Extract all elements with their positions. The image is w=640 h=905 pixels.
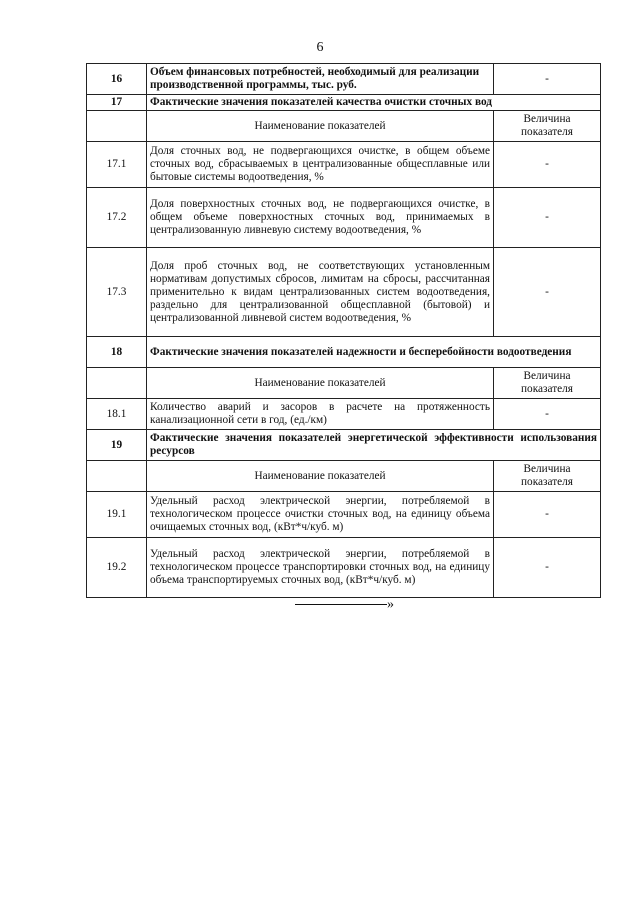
row-number: 19.1 bbox=[87, 492, 147, 538]
section-row bbox=[87, 337, 601, 368]
row-value: - bbox=[494, 399, 601, 430]
row-number: 16 bbox=[87, 64, 147, 95]
table-row bbox=[87, 64, 601, 95]
header-name: Наименование показателей bbox=[147, 368, 494, 399]
header-value: Величина показателя bbox=[494, 368, 601, 399]
row-text: Удельный расход электрической энергии, потребляемой в технологическом процессе очистки сточных вод, на единицу объема очищаемых сточных вод, (кВт*ч/куб. м) bbox=[147, 492, 494, 538]
row-value: - bbox=[494, 538, 601, 598]
section-title: Фактические значения показателей надежности и бесперебойности водоотведения bbox=[147, 337, 601, 368]
header-value: Величина показателя bbox=[494, 111, 601, 142]
empty-cell bbox=[87, 461, 147, 492]
indicators-table bbox=[86, 63, 601, 598]
table-row bbox=[87, 142, 601, 188]
row-text: Количество аварий и засоров в расчете на протяженность канализационной сети в год, (ед./км) bbox=[147, 399, 494, 430]
row-value: - bbox=[494, 492, 601, 538]
row-text: Доля сточных вод, не подвергающихся очистке, в общем объеме сточных вод, сбрасываемых в централизованные общесплавные или бытовые системы водоотведения, % bbox=[147, 142, 494, 188]
header-value: Величина показателя bbox=[494, 461, 601, 492]
row-number: 17.1 bbox=[87, 142, 147, 188]
row-number: 17.2 bbox=[87, 188, 147, 248]
header-row bbox=[87, 111, 601, 142]
header-row bbox=[87, 368, 601, 399]
row-number: 19.2 bbox=[87, 538, 147, 598]
row-text: Доля проб сточных вод, не соответствующих установленным нормативам допустимых сбросов, лимитам на сбросы, рассчитанная применительно к видам централизованных систем водоотведения, раздельно для централизованной общесплавной (бытовой) и централизованной ливневой систем водоотведения, % bbox=[147, 248, 494, 337]
header-name: Наименование показателей bbox=[147, 461, 494, 492]
row-text: Удельный расход электрической энергии, потребляемой в технологическом процессе транспортировки сточных вод, на единицу объема транспортируемых сточных вод, (кВт*ч/куб. м) bbox=[147, 538, 494, 598]
row-value: - bbox=[494, 248, 601, 337]
table-row bbox=[87, 248, 601, 337]
row-value: - bbox=[494, 188, 601, 248]
section-row bbox=[87, 95, 601, 111]
section-number: 19 bbox=[87, 430, 147, 461]
header-row bbox=[87, 461, 601, 492]
section-row bbox=[87, 430, 601, 461]
closing-quote: » bbox=[387, 597, 394, 612]
table-row bbox=[87, 188, 601, 248]
row-number: 18.1 bbox=[87, 399, 147, 430]
row-value: - bbox=[494, 64, 601, 95]
section-title: Фактические значения показателей качества очистки сточных вод bbox=[147, 95, 601, 111]
section-title: Фактические значения показателей энергетической эффективности использования ресурсов bbox=[147, 430, 601, 461]
section-number: 17 bbox=[87, 95, 147, 111]
section-number: 18 bbox=[87, 337, 147, 368]
row-number: 17.3 bbox=[87, 248, 147, 337]
empty-cell bbox=[87, 368, 147, 399]
empty-cell bbox=[87, 111, 147, 142]
table-row bbox=[87, 492, 601, 538]
underline-rule bbox=[295, 604, 387, 605]
row-value: - bbox=[494, 142, 601, 188]
closing-line bbox=[295, 597, 394, 613]
header-name: Наименование показателей bbox=[147, 111, 494, 142]
row-text: Доля поверхностных сточных вод, не подвергающихся очистке, в общем объеме поверхностных сточных вод, принимаемых в централизованную ливневую систему водоотведения, % bbox=[147, 188, 494, 248]
page-number: 6 bbox=[316, 40, 324, 55]
table-row bbox=[87, 399, 601, 430]
row-text: Объем финансовых потребностей, необходимый для реализации производственной программы, тыс. руб. bbox=[147, 64, 494, 95]
table-row bbox=[87, 538, 601, 598]
